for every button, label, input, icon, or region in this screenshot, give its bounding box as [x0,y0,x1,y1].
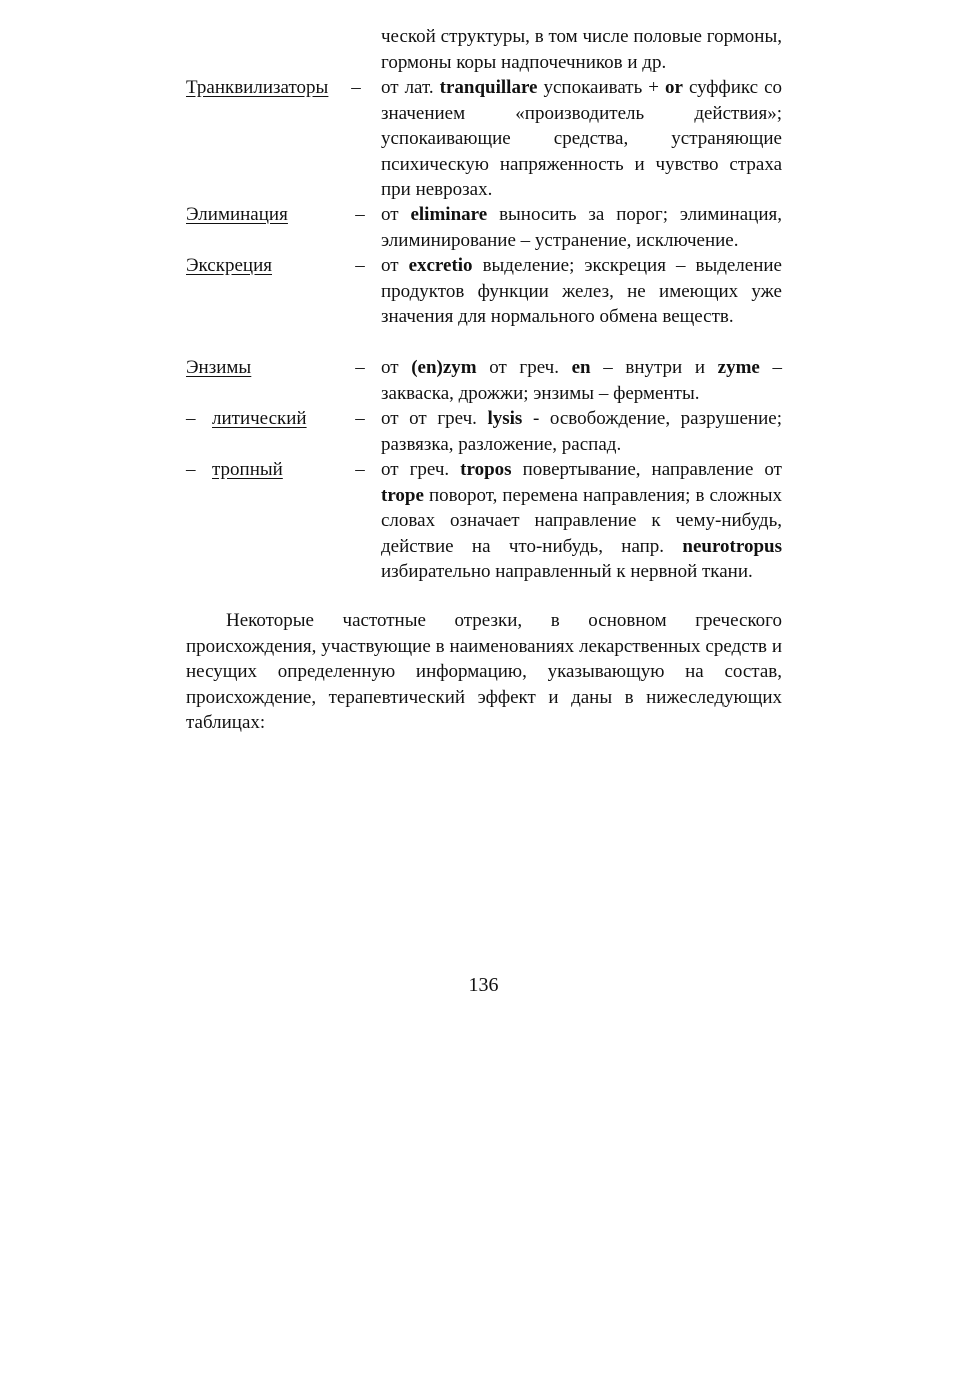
entry-term: – тропный [186,457,351,483]
page-number: 136 [468,974,499,996]
entry-dash: – [351,77,361,98]
latin-term: excretio [408,255,473,276]
entry-term: Энзимы [186,357,252,378]
entry-dash: – [355,459,365,480]
greek-term: en [571,357,591,378]
latin-term: (en)zym [411,357,477,378]
entry-definition: от excretio выделение; экскреция – выделение продуктов функции желез, не имеющих уже значения для нормального обмена веществ. [381,255,782,328]
latin-term: tranquillare [439,77,538,98]
latin-term: neurotropus [682,535,782,557]
body-paragraph: Некоторые частотные отрезки, в основном греческого происхождения, участвующие в наименованиях лекарственных средств и несущих определенную информацию, указывающую на состав, происхождение, терапевтический эффект и даны в нижеследующих таблицах: [186,610,782,734]
greek-term: trope [381,484,424,506]
entry-dash: – [355,408,365,429]
entry-term: Транквилизаторы [186,77,329,98]
entry-definition: от лат. tranquillare успокаивать + or суффикс со значением «производитель действия»; успокаивающие средства, устраняющие психическую напряженность и чувство страха при неврозах. [381,77,782,201]
greek-term: tropos [460,459,512,480]
entry-term: Экскреция [186,255,272,276]
entry-dash: – [355,255,365,276]
latin-term: or [665,77,683,98]
latin-term: eliminare [410,204,488,225]
entry-definition: от eliminare выносить за порог; элиминация, элиминирование – устранение, исключение. [381,204,782,251]
greek-term: lysis [487,408,523,429]
entry-term: – литический [186,406,351,432]
entry-definition: от (en)zym от греч. en – внутри и zyme – закваска, дрожжи; энзимы – ферменты. [381,357,782,404]
entry-term: Элиминация [186,204,288,225]
continuation-text: ческой структуры, в том числе половые гормоны, гормоны коры надпочечников и др. [381,26,782,73]
suffix-dash: – [186,459,196,480]
entry-definition: от греч. tropos повертывание, направление от trope поворот, перемена направления; в сложных словах означает направление к чему-нибудь, действие на что-нибудь, напр. neurotropus избирательно направленный к нервной ткани. [381,459,782,583]
greek-term: zyme [717,357,760,378]
entry-definition: от от греч. lysis - освобождение, разрушение; развязка, разложение, распад. [381,408,782,455]
entry-dash: – [355,357,365,378]
suffix-dash: – [186,408,196,429]
entry-dash: – [355,204,365,225]
